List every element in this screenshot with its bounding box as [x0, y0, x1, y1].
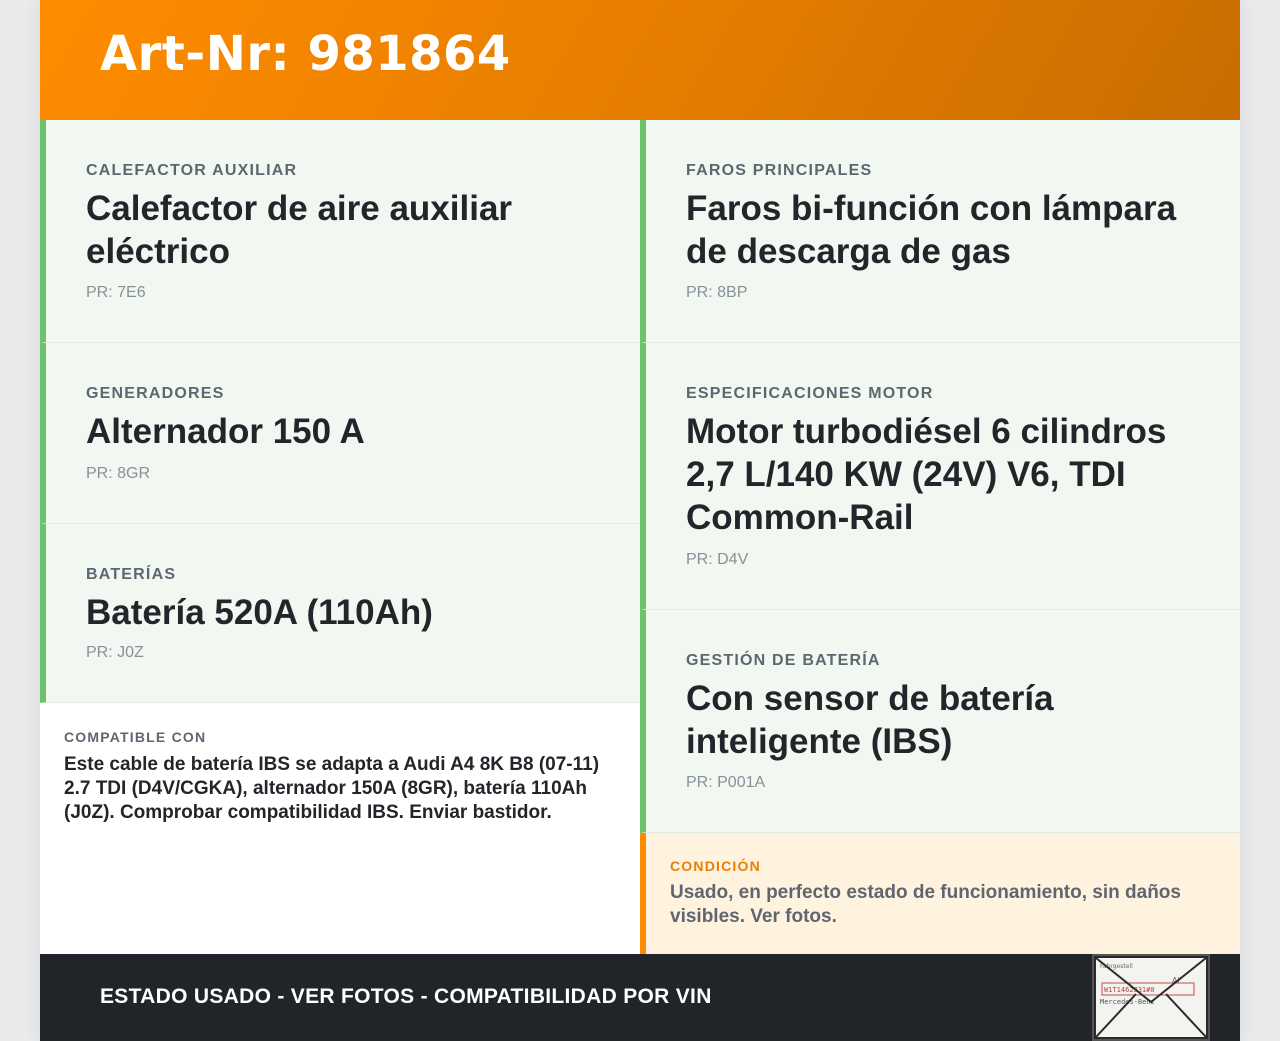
card-category: BATERÍAS [86, 566, 177, 583]
card-pr-code: PR: P001A [686, 774, 766, 791]
svg-text:Fahrgestell: Fahrgestell [1100, 963, 1133, 970]
feature-card-gestion-bateria [640, 610, 1240, 833]
document-sheet [40, 0, 1240, 1041]
condition-section [640, 833, 1240, 954]
envelope-stamp-icon [1092, 954, 1210, 1041]
footer-text: ESTADO USADO - VER FOTOS - COMPATIBILIDAD POR VIN [100, 985, 712, 1008]
card-pr-code: PR: 7E6 [86, 284, 146, 301]
card-title: Con sensor de batería inteligente (IBS) [686, 679, 1054, 761]
card-pr-code: PR: D4V [686, 551, 749, 568]
condition-text: Usado, en perfecto estado de funcionamiento, sin daños visibles. Ver fotos. [670, 882, 1181, 927]
article-number-title: Art-Nr: 981864 [100, 26, 511, 82]
svg-text:W1T1462J31#0: W1T1462J31#0 [1104, 986, 1155, 994]
svg-text:Mercedes-Benz: Mercedes-Benz [1100, 998, 1155, 1006]
card-category: FAROS PRINCIPALES [686, 162, 873, 179]
condition-label: CONDICIÓN [670, 858, 761, 874]
svg-text:Al: Al [1172, 976, 1180, 985]
header-banner [40, 0, 1240, 120]
feature-card-generadores [40, 343, 640, 524]
card-pr-code: PR: 8GR [86, 465, 151, 482]
feature-card-faros [640, 120, 1240, 343]
compatibility-section [40, 703, 640, 954]
vin-plate-photo [1094, 956, 1208, 1039]
card-title: Alternador 150 A [86, 412, 365, 451]
card-title: Faros bi-función con lámpara de descarga de gas [686, 189, 1177, 271]
feature-card-motor [640, 343, 1240, 610]
card-pr-code: PR: J0Z [86, 644, 144, 661]
card-title: Motor turbodiésel 6 cilindros 2,7 L/140 KW (24V) V6, TDI Common-Rail [686, 412, 1167, 537]
card-category: CALEFACTOR AUXILIAR [86, 162, 298, 179]
card-title: Calefactor de aire auxiliar eléctrico [86, 189, 513, 271]
card-title: Batería 520A (110Ah) [86, 593, 433, 632]
compatibility-text: Este cable de batería IBS se adapta a Audi A4 8K B8 (07-11) 2.7 TDI (D4V/CGKA), alternador 150A (8GR), batería 110Ah (J0Z). Comprobar compatibilidad IBS. Enviar bastidor. [64, 754, 600, 823]
footer-bar [40, 954, 1240, 1041]
feature-card-calefactor [40, 120, 640, 343]
card-category: ESPECIFICACIONES MOTOR [686, 385, 934, 402]
card-category: GENERADORES [86, 385, 225, 402]
compatibility-label: COMPATIBLE CON [64, 729, 207, 745]
card-category: GESTIÓN DE BATERÍA [686, 652, 881, 669]
card-pr-code: PR: 8BP [686, 284, 748, 301]
feature-card-baterias [40, 524, 640, 703]
